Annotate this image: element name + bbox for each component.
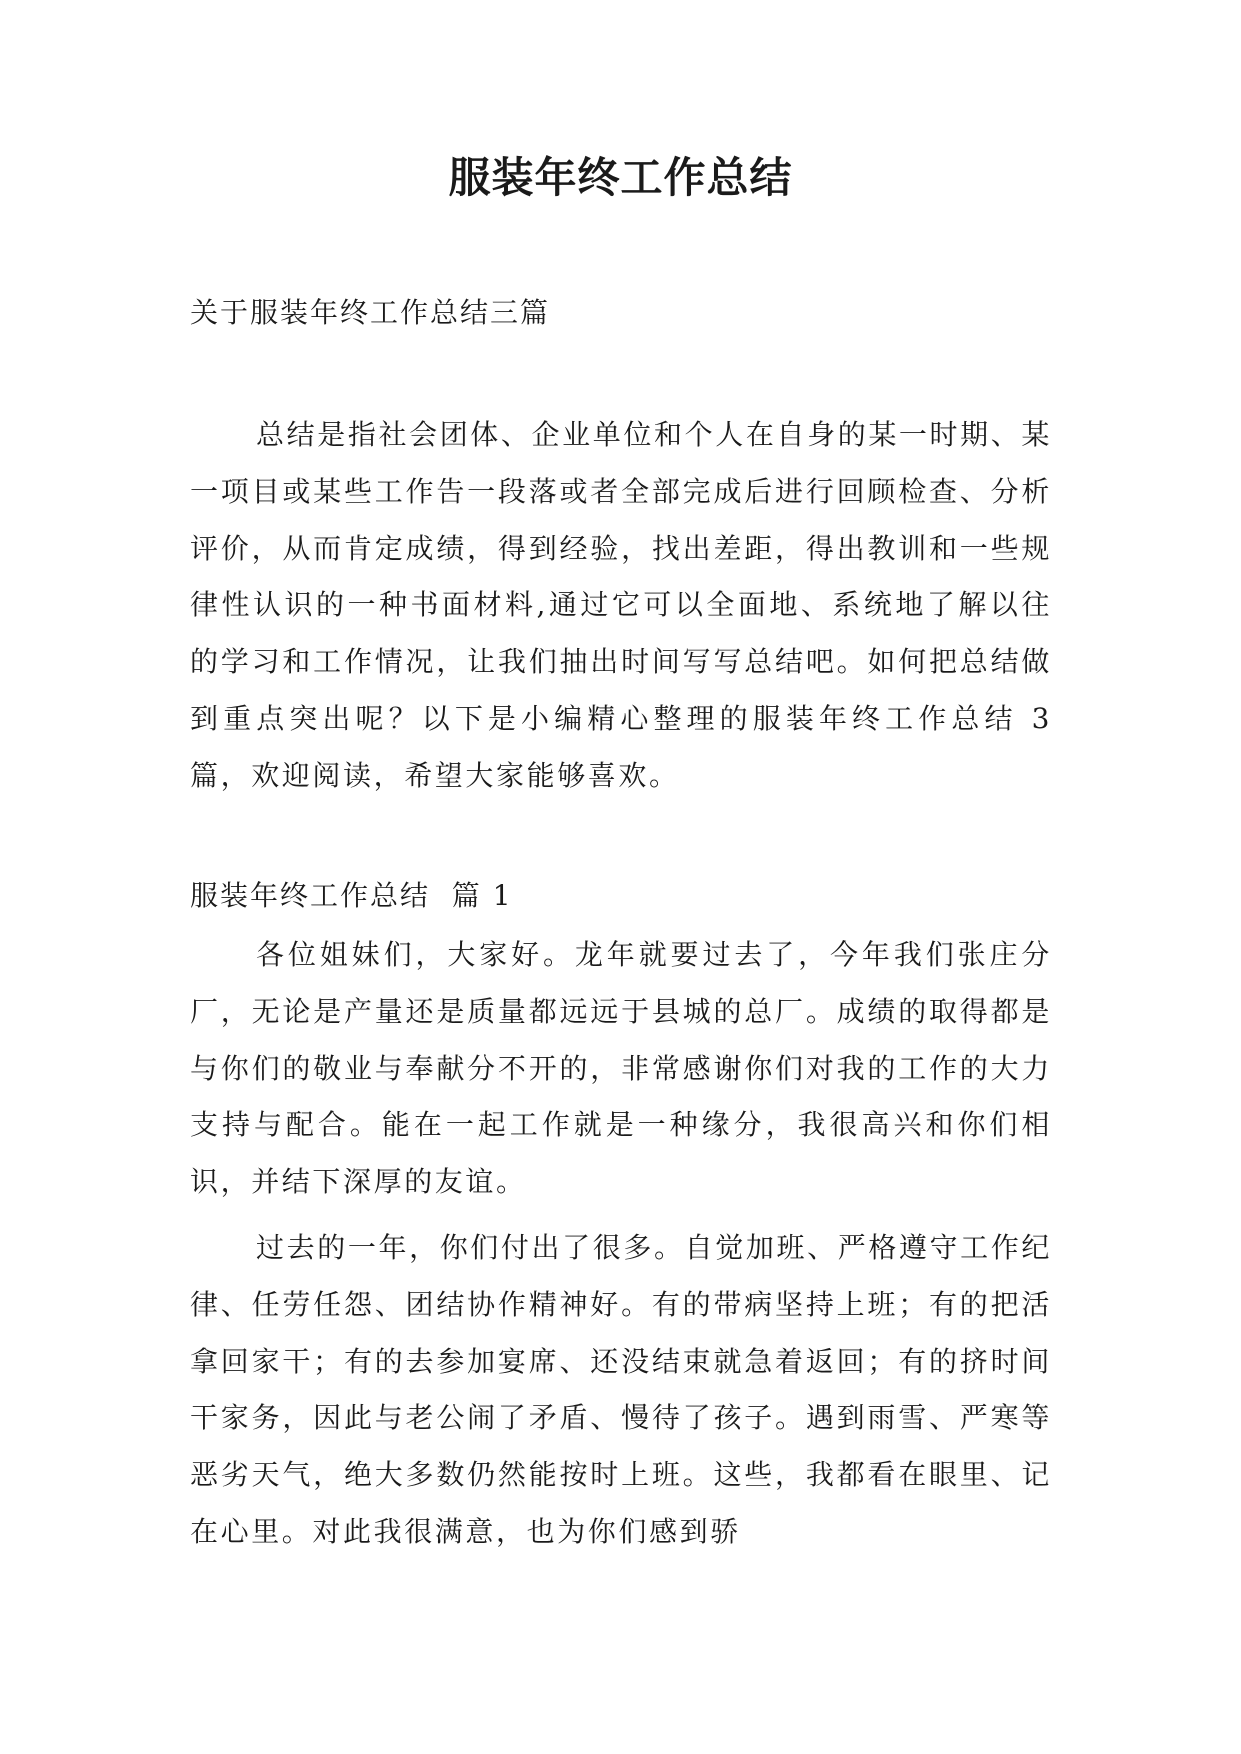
intro-paragraph: 总结是指社会团体、企业单位和个人在自身的某一时期、某一项目或某些工作告一段落或者全部完成后进行回顾检查、分析评价，从而肯定成绩，得到经验，找出差距，得出教训和一些规律性认识的一种书面材料,通过它可以全面地、系统地了解以往的学习和工作情况，让我们抽出时间写写总结吧。如何把总结做到重点突出呢？以下是小编精心整理的服装年终工作总结 3 篇，欢迎阅读，希望大家能够喜欢。 [190,418,1052,792]
document-title: 服装年终工作总结 [448,153,793,202]
section-heading: 服装年终工作总结 篇 1 [190,879,513,912]
body-paragraph: 过去的一年，你们付出了很多。自觉加班、严格遵守工作纪律、任劳任怨、团结协作精神好。有的带病坚持上班；有的把活拿回家干；有的去参加宴席、还没结束就急着返回；有的挤时间干家务，因此与老公闹了矛盾、慢待了孩子。遇到雨雪、严寒等恶劣天气，绝大多数仍然能按时上班。这些，我都看在眼里、记在心里。对此我很满意，也为你们感到骄 [190,1231,1052,1548]
body-paragraph: 各位姐妹们，大家好。龙年就要过去了，今年我们张庄分厂，无论是产量还是质量都远远于县城的总厂。成绩的取得都是与你们的敬业与奉献分不开的，非常感谢你们对我的工作的大力支持与配合。能在一起工作就是一种缘分，我很高兴和你们相识，并结下深厚的友谊。 [190,938,1052,1199]
document-subtitle: 关于服装年终工作总结三篇 [190,296,551,329]
